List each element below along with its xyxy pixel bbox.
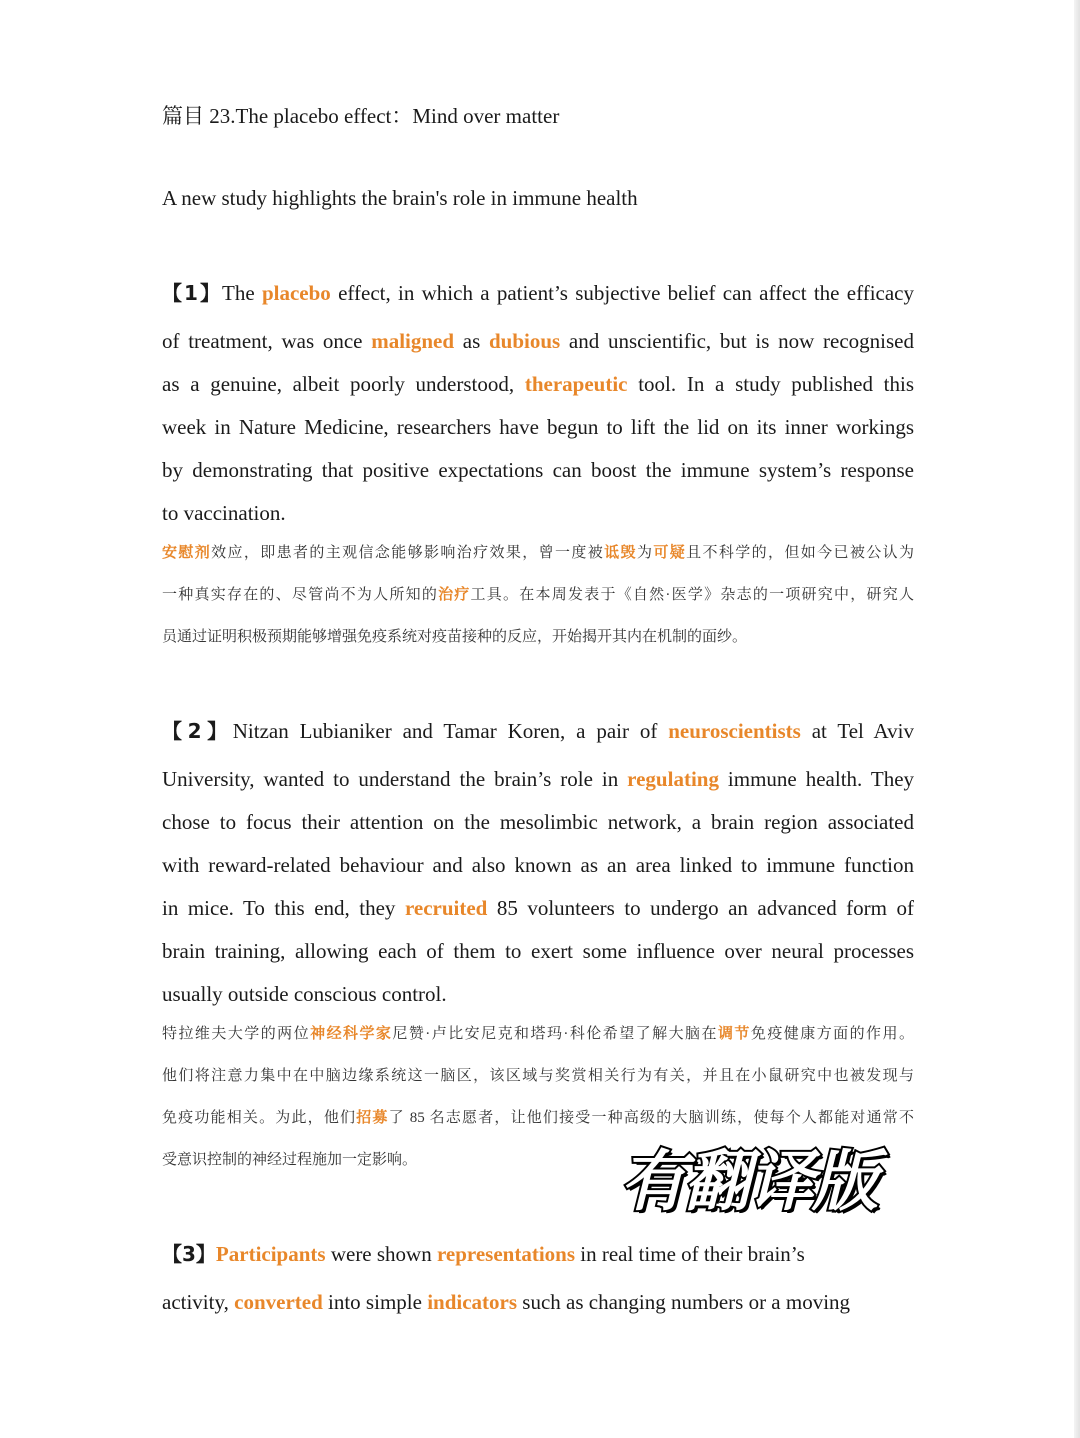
highlighted-word: 神经科学家 (310, 1026, 393, 1042)
text-run: 尼赞·卢比安尼克和塔玛·科伦希望了解大脑在 (392, 1026, 718, 1042)
text-run: 免疫功能相关。为此，他们 (162, 1110, 357, 1126)
text-line: 受意识控制的神经过程施加一定影响。 (162, 1152, 418, 1168)
highlighted-word: dubious (488, 329, 561, 353)
text-line (162, 574, 914, 616)
article-subtitle: A new study highlights the brain's role in immune health (162, 186, 638, 210)
highlighted-word: indicators (427, 1290, 518, 1314)
text-line (162, 758, 914, 801)
highlighted-word: 调节 (717, 1026, 751, 1042)
text-line (162, 1013, 914, 1055)
text-run: 85 volunteers to undergo an advanced form of (487, 896, 914, 920)
highlighted-word: maligned (371, 329, 455, 353)
text-run: 特拉维夫大学的两位 (162, 1026, 311, 1042)
text-run: activity, (162, 1290, 235, 1314)
highlighted-word: converted (234, 1290, 323, 1314)
article-title: 篇目 23.The placebo effect：Mind over matter (162, 104, 560, 128)
text-line: 员通过证明积极预期能够增强免疫系统对疫苗接种的反应，开始揭开其内在机制的面纱。 (162, 629, 748, 645)
text-line (162, 272, 914, 315)
highlighted-word: placebo (261, 281, 331, 305)
text-run: 一种真实存在的、尽管尚不为人所知的 (162, 587, 439, 603)
text-run: were shown (325, 1242, 437, 1266)
highlighted-word: 可疑 (653, 545, 687, 561)
text-line: usually outside conscious control. (162, 982, 447, 1006)
text-run: in mice. To this end, they (162, 896, 405, 920)
text-run: effect, in which a patient’s subjective belief can affect the efficacy (330, 281, 914, 305)
highlighted-word: Participants (215, 1242, 326, 1266)
text-run: 且不科学的，但如今已被公认为 (686, 545, 914, 561)
text-run: at Tel Aviv (800, 719, 914, 743)
highlighted-word: 招募 (356, 1110, 389, 1126)
text-line: week in Nature Medicine, researchers have begun to lift the lid on its inner workings (162, 415, 914, 439)
text-run: tool. In a study published this (627, 372, 914, 396)
text-line: 他们将注意力集中在中脑边缘系统这一脑区，该区域与奖赏相关行为有关，并且在小鼠研究中也被发现与 (162, 1068, 914, 1084)
text-run: University, wanted to understand the brain’s role in (162, 767, 628, 791)
text-line (162, 532, 914, 574)
paragraph-number: 【1】 (162, 281, 223, 305)
text-line (162, 320, 914, 363)
highlighted-word: representations (436, 1242, 576, 1266)
text-line: brain training, allowing each of them to exert some influence over neural processes (162, 939, 914, 963)
text-line: by demonstrating that positive expectations can boost the immune system’s response (162, 458, 914, 482)
watermark-label: 有翻译版 (620, 1143, 876, 1220)
text-run: as (454, 329, 489, 353)
paragraph-2-en (162, 710, 914, 1016)
text-run: such as changing numbers or a moving (517, 1290, 851, 1314)
page-edge (1074, 0, 1080, 1438)
text-run: 效应，即患者的主观信念能够影响治疗效果，曾一度被 (211, 545, 605, 561)
paragraph-number: 【2】 (162, 719, 233, 743)
text-run: 为 (636, 545, 654, 561)
text-line: to vaccination. (162, 501, 286, 525)
highlighted-word: 诋毁 (604, 545, 637, 561)
text-line: chose to focus their attention on the mesolimbic network, a brain region associated (162, 810, 914, 834)
paragraph-number: 【3】 (162, 1242, 216, 1266)
text-line (162, 1281, 874, 1324)
paragraph-1-zh (162, 532, 914, 658)
highlighted-word: 治疗 (438, 587, 471, 603)
text-run: 了 85 名志愿者，让他们接受一种高级的大脑训练，使每个人都能对通常不 (388, 1110, 914, 1126)
text-run: as a genuine, albeit poorly understood, (162, 372, 525, 396)
highlighted-word: recruited (404, 896, 488, 920)
highlighted-word: 安慰剂 (162, 545, 212, 561)
paragraph-1-en (162, 272, 914, 535)
text-run: Nitzan Lubianiker and Tamar Koren, a pair of (232, 719, 669, 743)
text-run: The (222, 281, 262, 305)
text-run: 免疫健康方面的作用。 (750, 1026, 914, 1042)
text-run: in real time of their brain’s (575, 1242, 805, 1266)
paragraph-3-en (162, 1233, 874, 1324)
text-run: into simple (322, 1290, 428, 1314)
text-run: immune health. They (718, 767, 914, 791)
highlighted-word: neuroscientists (668, 719, 801, 743)
text-line (162, 1233, 874, 1276)
highlighted-word: regulating (627, 767, 719, 791)
text-line (162, 363, 914, 406)
text-run: 工具。在本周发表于《自然·医学》杂志的一项研究中，研究人 (470, 587, 914, 603)
text-line (162, 887, 914, 930)
text-run: and unscientific, but is now recognised (560, 329, 914, 353)
text-line: with reward-related behaviour and also known as an area linked to immune function (162, 853, 914, 877)
text-run: of treatment, was once (162, 329, 372, 353)
highlighted-word: therapeutic (524, 372, 628, 396)
text-line (162, 710, 914, 753)
